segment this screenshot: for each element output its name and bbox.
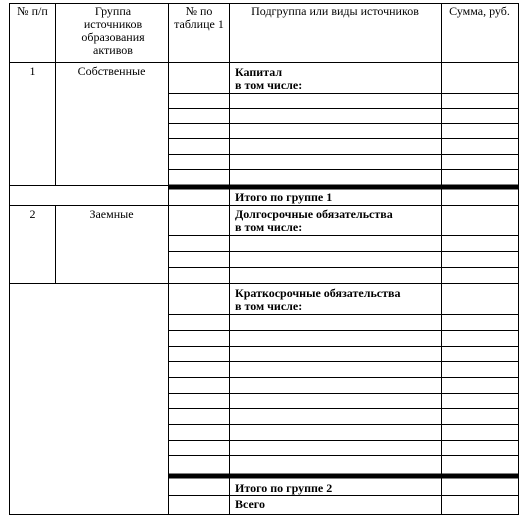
section1-num: 1 <box>29 64 36 78</box>
section2-long-term: Долгосрочные обязательства <box>235 207 393 221</box>
section1-incl: в том числе: <box>235 78 303 92</box>
section2-total: Итого по группе 2 <box>235 481 333 495</box>
header-sum: Сумма, руб. <box>449 4 510 18</box>
section1-group: Собственные <box>77 64 146 78</box>
header-num: № п/п <box>17 4 48 18</box>
section2-short-incl: в том числе: <box>235 299 303 313</box>
header-table-ref: № по таблице 1 <box>174 4 224 31</box>
section1-total: Итого по группе 1 <box>235 190 333 204</box>
grand-total: Всего <box>235 497 265 511</box>
header-group: Группа источников образования активов <box>81 4 145 57</box>
section2-short-term: Краткосрочные обязательства <box>235 286 401 300</box>
section2-num: 2 <box>29 207 36 221</box>
header-subgroup: Подгруппа или виды источников <box>251 4 419 18</box>
section1-item: Капитал <box>235 65 283 79</box>
section2-group: Заемные <box>89 207 134 221</box>
section2-long-incl: в том числе: <box>235 220 303 234</box>
